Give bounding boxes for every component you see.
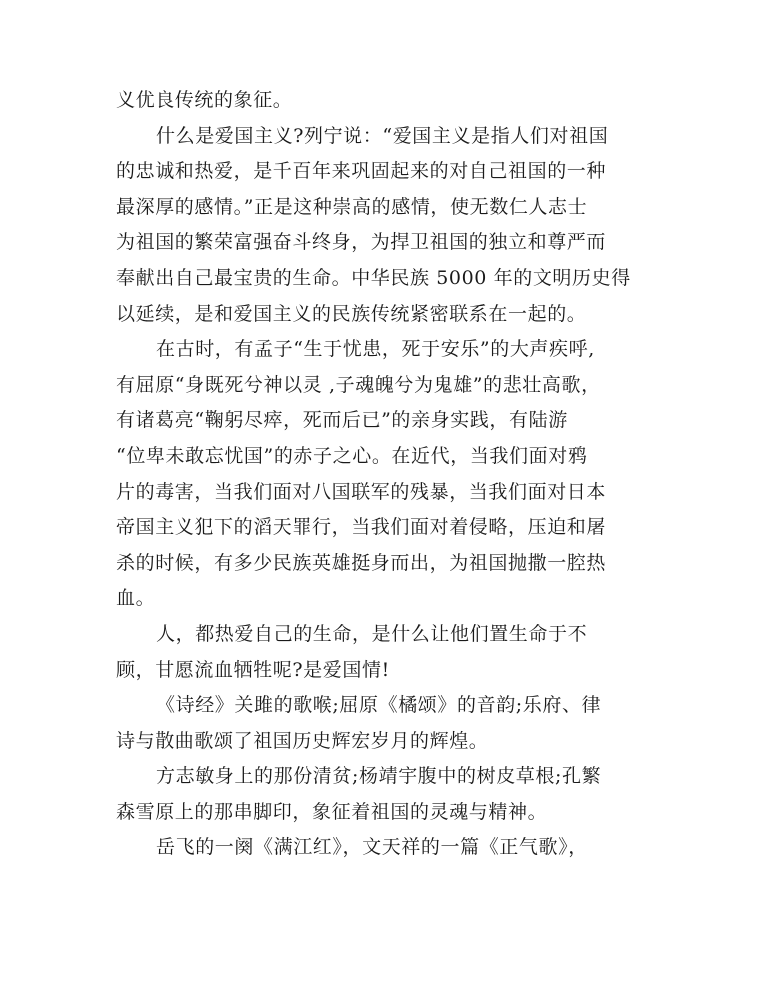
text-line: 以延续，是和爱国主义的民族传统紧密联系在一起的。 bbox=[116, 302, 587, 325]
text-line: 奉献出自己最宝贵的生命。中华民族 5000 年的文明历史得 bbox=[116, 266, 631, 289]
text-line: 的忠诚和热爱，是千百年来巩固起来的对自己祖国的一种 bbox=[116, 160, 607, 183]
text-line: “位卑未敢忘忧国”的赤子之心。在近代，当我们面对鸦 bbox=[116, 444, 588, 467]
text-line: 帝国主义犯下的滔天罪行，当我们面对着侵略，压迫和屠 bbox=[116, 516, 607, 539]
text-line: 《诗经》关雎的歌喉;屈原《橘颂》的音韵;乐府、律 bbox=[156, 694, 602, 717]
text-line: 森雪原上的那串脚印，象征着祖国的灵魂与精神。 bbox=[116, 800, 548, 823]
text-line: 顾，甘愿流血牺牲呢?是爱国情! bbox=[116, 658, 390, 681]
text-line: 有诸葛亮“鞠躬尽瘁，死而后已”的亲身实践，有陆游 bbox=[116, 409, 568, 432]
text-line: 为祖国的繁荣富强奋斗终身，为捍卫祖国的独立和尊严而 bbox=[116, 231, 607, 254]
text-line: 义优良传统的象征。 bbox=[116, 89, 293, 111]
text-line: 什么是爱国主义?列宁说：“爱国主义是指人们对祖国 bbox=[156, 124, 609, 147]
text-line: 杀的时候，有多少民族英雄挺身而出，为祖国抛撒一腔热 bbox=[116, 551, 607, 574]
text-line: 有屈原“身既死兮神以灵 ,子魂魄兮为鬼雄”的悲壮高歌， bbox=[116, 373, 601, 396]
text-line: 人，都热爱自己的生命，是什么让他们置生命于不 bbox=[156, 622, 588, 645]
text-line: 诗与散曲歌颂了祖国历史辉宏岁月的辉煌。 bbox=[116, 729, 489, 752]
text-line: 在古时，有孟子“生于忧患，死于安乐”的大声疾呼, bbox=[156, 338, 595, 361]
text-line: 岳飞的一阕《满江红》，文天祥的一篇《正气歌》， bbox=[156, 836, 588, 859]
text-line: 方志敏身上的那份清贫;杨靖宇腹中的树皮草根;孔繁 bbox=[156, 765, 602, 788]
text-line: 最深厚的感情。”正是这种崇高的感情，使无数仁人志士 bbox=[116, 195, 588, 218]
text-line: 片的毒害，当我们面对八国联军的残暴，当我们面对日本 bbox=[116, 480, 607, 503]
text-line: 血。 bbox=[116, 587, 156, 610]
document-page bbox=[116, 83, 656, 866]
